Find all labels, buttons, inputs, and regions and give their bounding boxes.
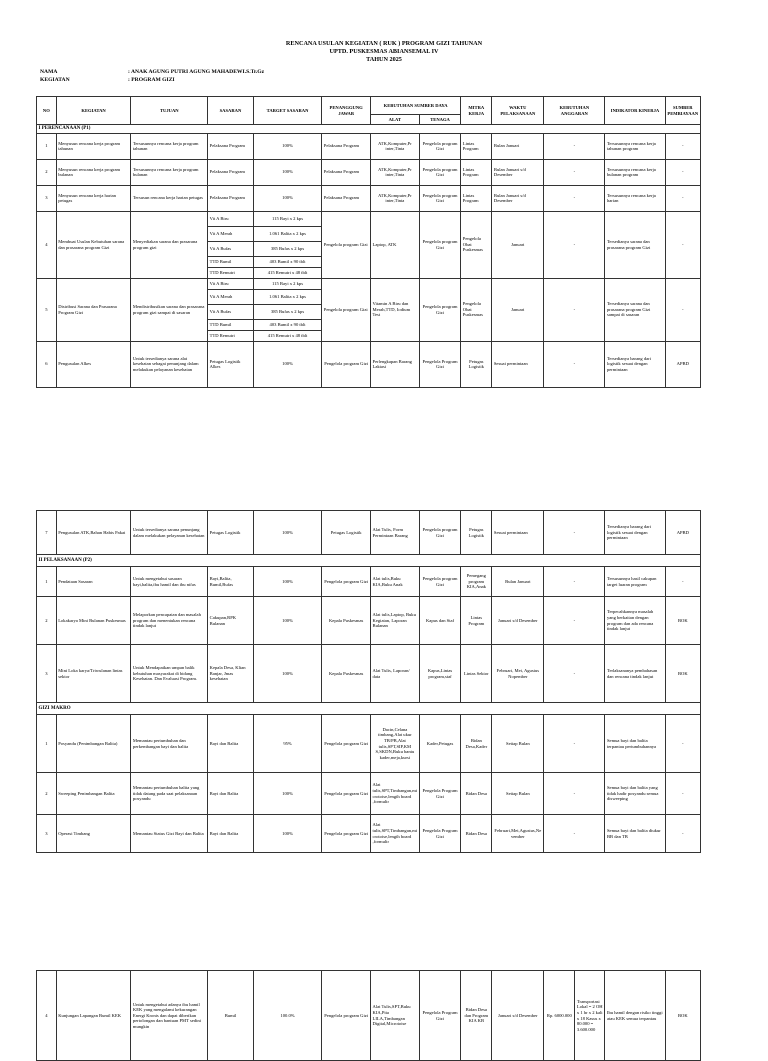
col-header-indikator: INDIKATOR KINERJA — [605, 97, 665, 125]
cell-anggaran: - — [544, 715, 605, 773]
cell-indikator: Tersusunnya rencana kerja tahunan program — [605, 133, 665, 159]
col-header-mitra: MITRA KERJA — [461, 97, 492, 125]
cell-mitra: Pengelola Obat Puskesmas — [461, 211, 492, 278]
cell-no: 1 — [37, 567, 57, 597]
cell-indikator: Tersedianya barang dari logistik sesuai dengan permintaan — [605, 511, 665, 555]
cell-alat: Alat tulis,Buku KIA,Buku Anak — [371, 567, 420, 597]
cell-no: 3 — [37, 815, 57, 853]
cell-waktu: Bulan Januari — [492, 133, 544, 159]
cell-anggaran: - — [544, 185, 605, 211]
cell-target: 95% — [253, 715, 321, 773]
table-row — [37, 645, 701, 703]
col-header-alat: ALAT — [371, 115, 420, 125]
cell-mitra: Lintas Sektor — [461, 645, 492, 703]
table-row — [37, 597, 701, 645]
cell-target: 415 Remutri x 48 tblt — [253, 267, 321, 278]
cell-tenaga: Kader,Petugas — [419, 715, 461, 773]
cell-tujuan: Tersusun rencana kerja harian petugas — [131, 185, 208, 211]
cell-mitra: Pengelola Obat Puskesmas — [461, 278, 492, 341]
cell-alat: ATK,Komputer,Pr inter,Tinta — [371, 185, 420, 211]
cell-target: 100% — [253, 815, 321, 853]
cell-sumber: - — [665, 715, 700, 773]
cell-tujuan: Tersusunnya rencana kerja program tahunan — [131, 133, 208, 159]
cell-kegiatan: Menyusun rencana kerja program tahunan — [56, 133, 131, 159]
table-row — [37, 971, 701, 1061]
cell-no: 4 — [37, 971, 57, 1061]
cell-tujuan: Memantau Status Gizi Bayi dan Balita — [131, 815, 208, 853]
col-header-target: TARGET SASARAN — [253, 97, 321, 125]
ruk-table-page3 — [36, 970, 701, 1061]
cell-target: 100% — [253, 567, 321, 597]
cell-sasaran: Vit A Biru — [208, 211, 254, 226]
meta-key: NAMA — [40, 69, 58, 75]
cell-kegiatan: Menyusun rencana kerja program bulanan — [56, 159, 131, 185]
cell-alat: Alat Tulis, Laporan/ data — [371, 645, 420, 703]
cell-anggaran: Rp. 6000.000 — [544, 971, 575, 1061]
cell-sasaran: TTD Remutri — [208, 267, 254, 278]
meta-value: : ANAK AGUNG PUTRI AGUNG MAHADEWI.S.Tr.Gz — [128, 69, 265, 75]
cell-tenaga: Pengelola Program Gizi — [419, 773, 461, 815]
cell-alat: Alat tulis,SPT,Timbangan,microtoise,length board ,formulir — [371, 773, 420, 815]
cell-pj: Pengelola program Gizi — [322, 341, 371, 387]
cell-anggaran: - — [544, 133, 605, 159]
cell-tujuan: Untuk tersedianya sarana alat kesehatan sebagai penunjang dalam melakukan pelayanan kesehatan — [131, 341, 208, 387]
cell-target: 100% — [253, 159, 321, 185]
cell-target: 1.061 Balita x 2 kps — [253, 226, 321, 241]
cell-sasaran: TTD Bumil — [208, 319, 254, 330]
cell-tenaga: Pengelola program Gizi — [419, 278, 461, 341]
cell-target: 100% — [253, 645, 321, 703]
table-row — [37, 511, 701, 555]
cell-tenaga: Pengelola Program Gizi — [419, 815, 461, 853]
table-row — [37, 185, 701, 211]
table-row — [37, 715, 701, 773]
cell-indikator: Semua bayi dan balita terpantau pertumbuhannya — [605, 715, 665, 773]
cell-anggaran: - — [544, 597, 605, 645]
col-header-sumber-daya: KEBUTUHAN SUMBER DAYA — [371, 97, 461, 115]
cell-kegiatan: Pengusulan Alkes — [56, 341, 131, 387]
cell-anggaran: - — [544, 341, 605, 387]
cell-pj: Pengelola program Gizi — [322, 715, 371, 773]
cell-alat: ATK,Komputer,Pr inter,Tinta — [371, 159, 420, 185]
cell-sasaran: Vit A Biru — [208, 278, 254, 289]
cell-indikator: Semua bayi dan balita diukur BB dan TB — [605, 815, 665, 853]
cell-sumber: - — [665, 815, 700, 853]
cell-pj: Pengelola program Gizi — [322, 971, 371, 1061]
cell-waktu: Setiap Bulan — [492, 715, 544, 773]
cell-target: 100% — [253, 773, 321, 815]
cell-waktu: Februari, Mei, Agustus Nopember — [492, 645, 544, 703]
table-row — [37, 815, 701, 853]
cell-sasaran: Bayi,Balita, Bumil,Bufas — [208, 567, 254, 597]
cell-sasaran: Pelaksana Program — [208, 159, 254, 185]
cell-mitra: Bidan Desa,Kader — [461, 715, 492, 773]
ruk-table-page1 — [36, 96, 701, 388]
cell-no: 2 — [37, 159, 57, 185]
cell-sumber: - — [665, 773, 700, 815]
cell-no: 6 — [37, 341, 57, 387]
cell-no: 2 — [37, 773, 57, 815]
cell-pj: Pengelola program Gizi — [322, 773, 371, 815]
cell-pj: Pengelola program Gizi — [322, 211, 371, 278]
cell-waktu: Bulan Januari s/d Desember — [492, 159, 544, 185]
cell-tenaga: Pengelola Program Gizi — [419, 971, 461, 1061]
cell-sumber: - — [665, 185, 700, 211]
cell-sasaran: TTD Remutri — [208, 330, 254, 341]
doc-title: RENCANA USULAN KEGIATAN ( RUK ) PROGRAM GIZI TAHUNAN — [285, 40, 483, 47]
col-header-no: NO — [37, 97, 57, 125]
col-header-anggaran: KEBUTUHAN ANGGARAN — [544, 97, 605, 125]
cell-sasaran: Vit A Bufas — [208, 241, 254, 256]
col-header-sasaran: SASARAN — [208, 97, 254, 125]
cell-mitra: Petugas Logistik — [461, 511, 492, 555]
table-row — [37, 341, 701, 387]
cell-mitra: Pemegang program KIA,Anak — [461, 567, 492, 597]
cell-kegiatan: Pendataan Sasaran — [56, 567, 131, 597]
cell-kegiatan: Membuat Usulan Kebutuhan sarana dan prasarana program Gizi — [56, 211, 131, 278]
cell-target: 100% — [253, 597, 321, 645]
table-row — [37, 773, 701, 815]
cell-anggaran: - — [544, 511, 605, 555]
cell-tenaga: Pengelola program Gizi — [419, 511, 461, 555]
cell-sumber: BOK — [665, 971, 700, 1061]
cell-mitra: Petugas Logistik — [461, 341, 492, 387]
cell-no: 1 — [37, 715, 57, 773]
cell-pj: Pelaksana Program — [322, 185, 371, 211]
cell-sasaran: Petugas Logistik — [208, 511, 254, 555]
cell-tenaga: Pengelola program Gizi — [419, 211, 461, 278]
cell-sumber: APBD — [665, 511, 700, 555]
cell-tenaga: Pengelola program Gizi — [419, 133, 461, 159]
cell-target: 100% — [253, 133, 321, 159]
cell-target: 1.061 Balita x 2 kps — [253, 289, 321, 304]
cell-tujuan: Untuk mengetahui sasaran bayi,balita,ibu hamil dan ibu nifas — [131, 567, 208, 597]
cell-pj: Pengelola program Gizi — [322, 815, 371, 853]
cell-sumber: - — [665, 159, 700, 185]
cell-target: 403 Bumil x 90 tblt — [253, 256, 321, 267]
cell-target: 115 Bayi x 2 kps — [253, 211, 321, 226]
cell-pj: Kepala Puskesmas — [322, 597, 371, 645]
cell-tenaga: Pengelola program Gizi — [419, 185, 461, 211]
col-header-waktu: WAKTU PELAKSANAAN — [492, 97, 544, 125]
cell-tujuan: Mendistribusikan sarana dan prasarana program gizi sampai di sasaran — [131, 278, 208, 341]
col-header-sumber: SUMBER PEMBIAYAAN — [665, 97, 700, 125]
cell-target: 385 Bufas x 2 kps — [253, 241, 321, 256]
cell-anggaran: - — [544, 278, 605, 341]
cell-alat: Perlengkapan Barang Laktasi — [371, 341, 420, 387]
cell-alat: Alat tulis,Laptop, Buku Kegiatan, Laporan Bulanan — [371, 597, 420, 645]
cell-tujuan: Menyediakan sarana dan prasarana program gizi — [131, 211, 208, 278]
cell-waktu: Januari — [492, 278, 544, 341]
table-row — [37, 211, 701, 226]
cell-indikator: Tersedianya barang dari logistik sesuai dengan permintaan — [605, 341, 665, 387]
cell-mitra: Lintas Program — [461, 159, 492, 185]
cell-anggaran: - — [544, 773, 605, 815]
cell-tenaga: Kapus dan Staf — [419, 597, 461, 645]
cell-alat: Laptop, ATK — [371, 211, 420, 278]
cell-waktu: Sesuai permintaan — [492, 511, 544, 555]
table-row — [37, 159, 701, 185]
cell-pj: Pengelola program Gizi — [322, 567, 371, 597]
cell-mitra: Bidan Desa — [461, 815, 492, 853]
table-row — [37, 278, 701, 289]
cell-target: 415 Remutri x 48 tblt — [253, 330, 321, 341]
cell-indikator: Terlaksananya pembahasan dan rencana tindak lanjut — [605, 645, 665, 703]
cell-kegiatan: Sweeping Penimbangan Balita — [56, 773, 131, 815]
cell-pj: Pengelola program Gizi — [322, 278, 371, 341]
doc-subtitle-org: UPTD. PUSKESMAS ABIANSEMAL IV — [329, 48, 439, 55]
cell-kegiatan: Pengusulan ATK,Bahan Habis Pakai — [56, 511, 131, 555]
cell-kegiatan: Mini Loka karya/Triwulanan lintas sektor — [56, 645, 131, 703]
cell-sumber: - — [665, 278, 700, 341]
cell-indikator: Terpecahkannya masalah yang berkaitan dengan program dan ada rencana tindak lanjut — [605, 597, 665, 645]
meta-key: KEGIATAN — [40, 77, 70, 83]
cell-sasaran: TTD Bumil — [208, 256, 254, 267]
cell-sasaran: Bayi dan Balita — [208, 715, 254, 773]
cell-waktu: Januari s/d Desember — [492, 597, 544, 645]
cell-tenaga: Kapus,Lintas program,staf — [419, 645, 461, 703]
cell-waktu: Januari — [492, 211, 544, 278]
cell-sumber: - — [665, 211, 700, 278]
cell-sasaran: Pelaksana Program — [208, 185, 254, 211]
cell-target: 100% — [253, 341, 321, 387]
cell-tenaga: Pengelola program Gizi — [419, 159, 461, 185]
cell-sasaran: Vit A Bufas — [208, 304, 254, 319]
cell-tujuan: Memantau pertumbuhan balita yang tidak datang pada saat pelaksanaan posyandu — [131, 773, 208, 815]
cell-sumber: - — [665, 567, 700, 597]
cell-kegiatan: Posyandu (Penimbangan Balita) — [56, 715, 131, 773]
cell-tujuan: Untuk Mendapatkan umpan balik kebutuhan masyarakat di bidang Kesehatan. Dan Evaluasi Program. — [131, 645, 208, 703]
section-title-p2: II PELAKSANAAN (P2) — [37, 555, 701, 567]
ruk-table-page2 — [36, 510, 701, 853]
cell-no: 1 — [37, 133, 57, 159]
cell-indikator: Tersusunnya rencana kerja harian — [605, 185, 665, 211]
cell-waktu: Januari s/d Desember — [492, 971, 544, 1061]
cell-no: 3 — [37, 645, 57, 703]
cell-anggaran: - — [544, 159, 605, 185]
cell-sumber: APBD — [665, 341, 700, 387]
cell-alat: Alat Tulis, Form Permintaan Barang — [371, 511, 420, 555]
cell-tujuan: Tersusunnya rencana kerja program bulanan — [131, 159, 208, 185]
meta-value: : PROGRAM GIZI — [128, 77, 175, 83]
cell-sasaran: Petugas Logistik Alkes — [208, 341, 254, 387]
cell-waktu: Februari,Mei,Agustus,Nevember — [492, 815, 544, 853]
cell-anggaran-detail: Transportasi Lokal = 2 OH x 1 hr x 2 kali x 18 Kasus x 80.000 = 3.600.000 — [575, 971, 605, 1061]
cell-pj: Pelaksana Program — [322, 133, 371, 159]
cell-sasaran: Bumil — [208, 971, 254, 1061]
col-header-pj: PENANGGUNG JAWAB — [322, 97, 371, 125]
cell-alat: Dacin,Celana timbang,Alat ukur TB/PB,Alat tulis,SPT,SIP,KM S,SKDN,Buku bantu kader,meja,kursi — [371, 715, 420, 773]
cell-no: 4 — [37, 211, 57, 278]
cell-anggaran: - — [544, 211, 605, 278]
cell-anggaran: - — [544, 645, 605, 703]
cell-target: 115 Bayi x 2 kps — [253, 278, 321, 289]
cell-kegiatan: Distribusi Sarana dan Prasarana Program Gizi — [56, 278, 131, 341]
doc-subtitle-year: TAHUN 2025 — [366, 56, 402, 63]
cell-pj: Kepala Puskesmas — [322, 645, 371, 703]
cell-mitra: Lintas Program — [461, 185, 492, 211]
cell-target: 100% — [253, 185, 321, 211]
cell-alat: Alat tulis,SPT,Timbangan,microtoise,length board ,formulir — [371, 815, 420, 853]
cell-sasaran: Cakupan,RPK Bulanan — [208, 597, 254, 645]
cell-no: 7 — [37, 511, 57, 555]
cell-tujuan: Memantau pertumbuhan dan perkembangan bayi dan balita — [131, 715, 208, 773]
cell-mitra: Bidan Desa — [461, 773, 492, 815]
cell-sumber: - — [665, 133, 700, 159]
cell-target: 100% — [253, 511, 321, 555]
cell-kegiatan: Kunjungan Lapangan Bumil KEK — [56, 971, 131, 1061]
cell-tujuan: Untuk mengetahui adanya ibu hamil KEK yang mengalami kekurangan Energi Kronis dan dapat diberikan pertolongan dan bantuan PMT sedini mungkin — [131, 971, 208, 1061]
col-header-tenaga: TENAGA — [419, 115, 461, 125]
cell-anggaran: - — [544, 567, 605, 597]
cell-alat: Vitamin A Biru dan Merah,TTD, Iodium Test — [371, 278, 420, 341]
cell-indikator: Tersusunnya rencana kerja bulanan program — [605, 159, 665, 185]
col-header-kegiatan: KEGIATAN — [56, 97, 131, 125]
table-row — [37, 133, 701, 159]
cell-waktu: Bulan Januari — [492, 567, 544, 597]
cell-kegiatan: Operasi Timbang — [56, 815, 131, 853]
cell-alat: Alat Tulis,SPT,Buku KIA,Pita LILA,Timbangan Digital,Microtoise — [371, 971, 420, 1061]
cell-target: 385 Bufas x 2 kps — [253, 304, 321, 319]
cell-sasaran: Kepala Desa, Klian Banjar, Jmas kesehatan — [208, 645, 254, 703]
cell-mitra: Lintas Program — [461, 133, 492, 159]
meta-kegiatan — [40, 76, 175, 84]
cell-mitra: Bidan Desa dan Program KIA KB — [461, 971, 492, 1061]
cell-tenaga: Pengelola Program Gizi — [419, 341, 461, 387]
cell-kegiatan: Menyusun rencana kerja harian petugas — [56, 185, 131, 211]
col-header-tujuan: TUJUAN — [131, 97, 208, 125]
cell-tujuan: Melaporkan pencapaian dan masalah program dan menentukan rencana tindak lanjut — [131, 597, 208, 645]
cell-target: 100.0% — [253, 971, 321, 1061]
cell-indikator: Tersedianya sarana dan prasarana program Gizi — [605, 211, 665, 278]
cell-mitra: Lintas Program — [461, 597, 492, 645]
cell-sasaran: Vit A Merah — [208, 289, 254, 304]
cell-sasaran: Bayi dan Balita — [208, 773, 254, 815]
section-title-gizi-makro: GIZI MAKRO — [37, 703, 701, 715]
cell-pj: Petugas Logistik — [322, 511, 371, 555]
cell-sasaran: Vit A Merah — [208, 226, 254, 241]
cell-sumber: BOK — [665, 597, 700, 645]
section-title-p1: I PERENCANAAN (P1) — [37, 125, 701, 134]
cell-tenaga: Pengelola program Gizi — [419, 567, 461, 597]
cell-no: 5 — [37, 278, 57, 341]
cell-anggaran: - — [544, 815, 605, 853]
cell-waktu: Setiap Bulan — [492, 773, 544, 815]
cell-kegiatan: Lokakarya Mini Bulanan Puskesmas — [56, 597, 131, 645]
cell-indikator: Tersusunnya hasil cakupan target luaran program — [605, 567, 665, 597]
cell-alat: ATK,Komputer,Pr inter,Tinta — [371, 133, 420, 159]
cell-indikator: Tersedianya sarana dan prasarana program Gizi sampai di sasaran — [605, 278, 665, 341]
cell-no: 3 — [37, 185, 57, 211]
cell-sumber: BOK — [665, 645, 700, 703]
meta-nama — [40, 68, 264, 76]
cell-waktu: Bulan Januari s/d Desember — [492, 185, 544, 211]
table-row — [37, 567, 701, 597]
cell-indikator: Ibu hamil dengan risiko tinggi atau KEK semua terpantau — [605, 971, 665, 1061]
cell-waktu: Sesuai permintaan — [492, 341, 544, 387]
cell-tujuan: Untuk tersedianya sarana penunjang dalam melakukan pelayanan kesehatan — [131, 511, 208, 555]
cell-sasaran: Bayi dan Balita — [208, 815, 254, 853]
cell-indikator: Semua bayi dan balita yang tidak hadir posyandu semua disweeping — [605, 773, 665, 815]
cell-target: 403 Bumil x 90 tblt — [253, 319, 321, 330]
cell-no: 2 — [37, 597, 57, 645]
cell-sasaran: Pelaksana Program — [208, 133, 254, 159]
cell-pj: Pelaksana Program — [322, 159, 371, 185]
